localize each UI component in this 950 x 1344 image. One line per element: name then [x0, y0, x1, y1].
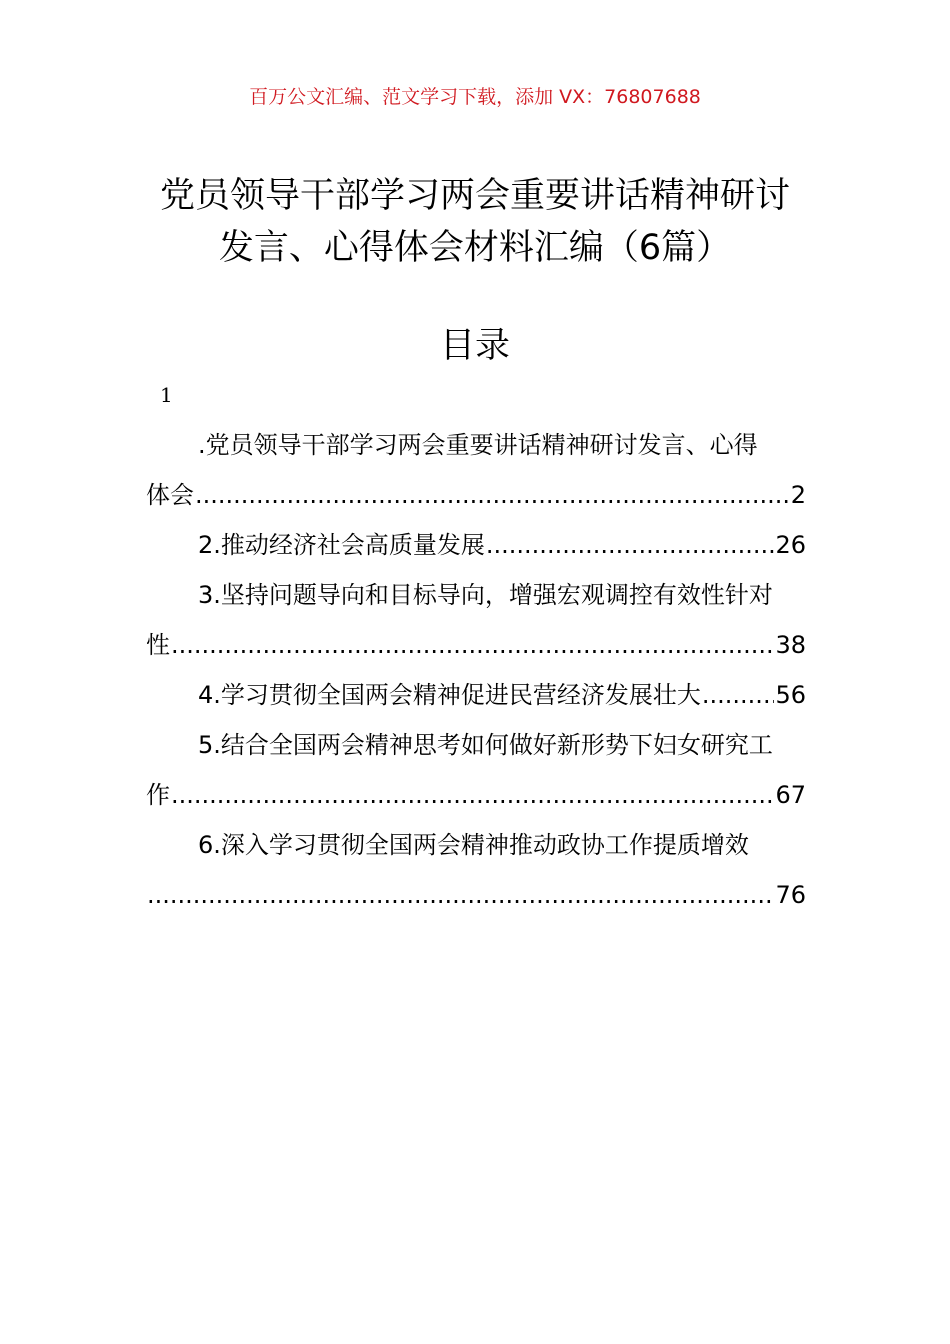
toc-page-number: 26 [775, 531, 806, 559]
header-note: 百万公文汇编、范文学习下载，添加 VX：76807688 [249, 86, 701, 108]
toc-page-number: 67 [775, 781, 806, 809]
toc-entry-3[interactable] [146, 570, 806, 670]
toc-entry-title-continued: 性 [146, 631, 170, 659]
toc-entry-1[interactable] [146, 420, 806, 520]
stray-number: 1 [160, 383, 173, 407]
document-title-line-1: 党员领导干部学习两会重要讲话精神研讨 [159, 176, 790, 216]
toc-entry-2[interactable] [146, 520, 806, 570]
toc-page-number: 56 [775, 681, 806, 709]
toc-entry-5[interactable] [146, 720, 806, 820]
toc-page-number: 76 [775, 881, 806, 909]
toc-dot-leader [195, 470, 790, 520]
toc-dot-leader [486, 520, 775, 570]
toc-entry-title: 6.深入学习贯彻全国两会精神推动政协工作提质增效 [198, 831, 749, 859]
table-of-contents [146, 420, 806, 920]
toc-entry-title-continued: 体会 [146, 481, 194, 509]
document-title [80, 170, 870, 274]
document-title-line-2: 发言、心得体会材料汇编（6篇） [218, 228, 732, 268]
toc-entry-4[interactable] [146, 670, 806, 720]
toc-dot-leader [147, 870, 774, 920]
toc-page-number: 38 [775, 631, 806, 659]
toc-entry-title: .党员领导干部学习两会重要讲话精神研讨发言、心得 [198, 431, 758, 459]
toc-entry-title: 4.学习贯彻全国两会精神促进民营经济发展壮大 [198, 681, 701, 709]
toc-entry-title-continued: 作 [146, 781, 170, 809]
toc-entry-title: 5.结合全国两会精神思考如何做好新形势下妇女研究工 [198, 731, 773, 759]
toc-dot-leader [702, 670, 775, 720]
toc-heading: 目录 [439, 326, 510, 366]
toc-dot-leader [171, 770, 774, 820]
toc-entry-title: 3.坚持问题导向和目标导向，增强宏观调控有效性针对 [198, 581, 773, 609]
toc-dot-leader [171, 620, 774, 670]
toc-entry-6[interactable] [146, 820, 806, 920]
toc-page-number: 2 [790, 481, 806, 509]
toc-entry-title: 2.推动经济社会高质量发展 [198, 531, 485, 559]
